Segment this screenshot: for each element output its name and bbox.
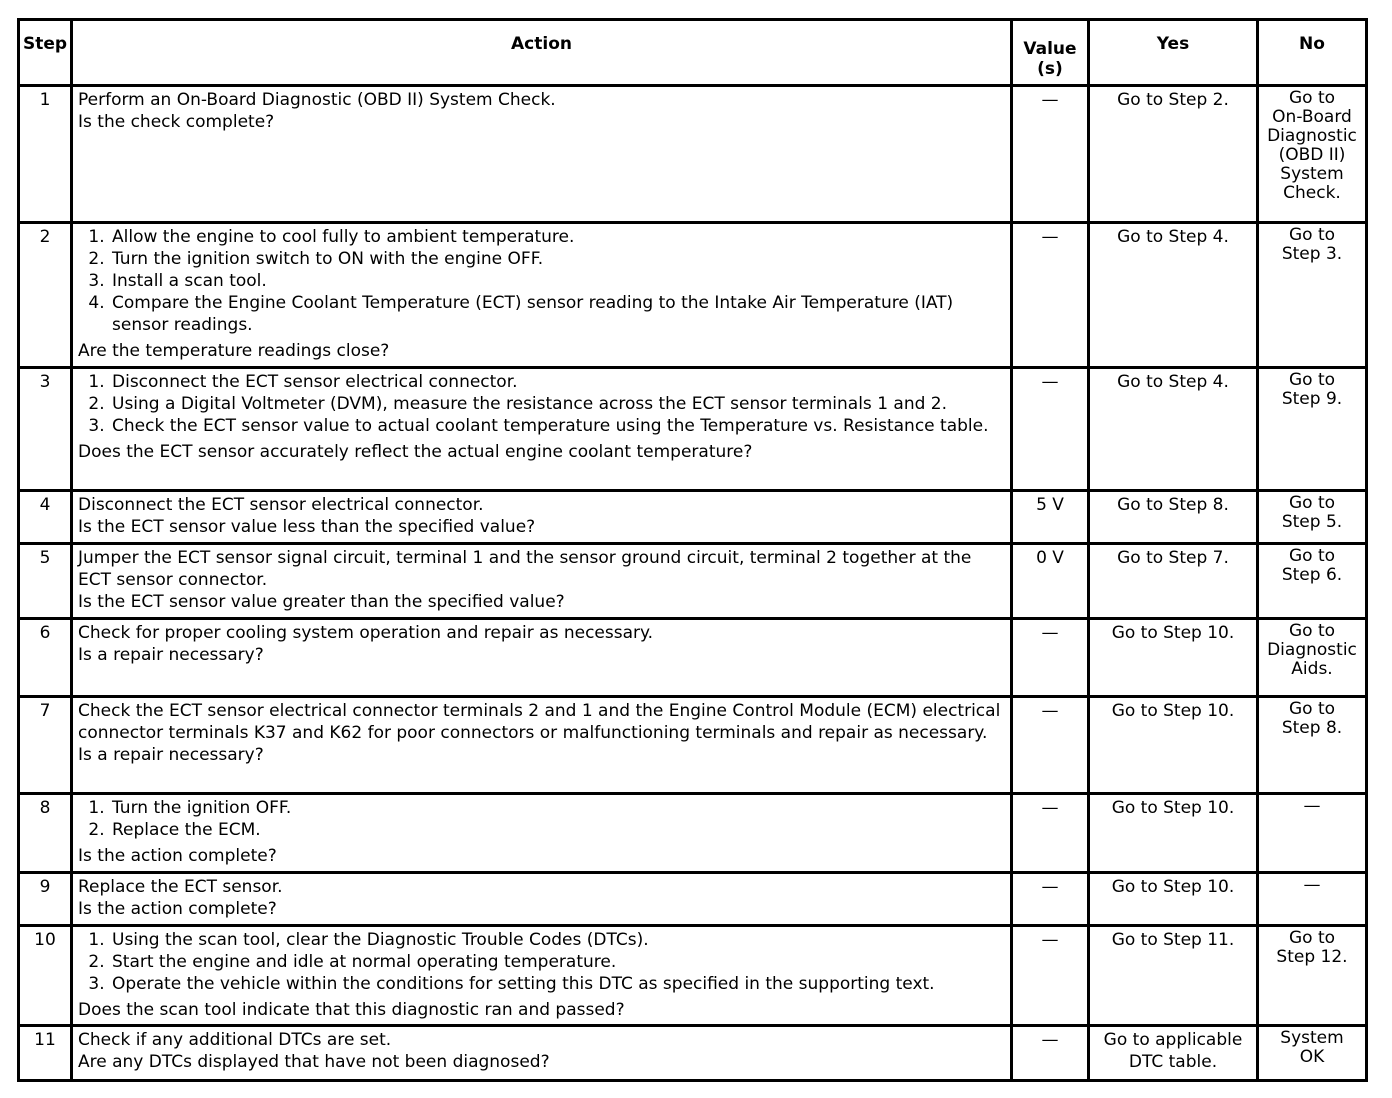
no-cell xyxy=(1258,794,1367,873)
action-question: Are any DTCs displayed that have not been diagnosed? xyxy=(78,1052,550,1072)
no-text: Go to xyxy=(1288,928,1336,948)
table-row xyxy=(19,697,1367,794)
action-cell xyxy=(72,794,1012,873)
table-row xyxy=(19,368,1367,491)
no-text: On-Board xyxy=(1272,107,1352,127)
value-cell: — xyxy=(1012,1026,1089,1081)
no-cell xyxy=(1258,926,1367,1026)
action-cell xyxy=(72,1026,1012,1081)
no-text: Step 6. xyxy=(1281,565,1343,585)
yes-text: Go to applicable xyxy=(1103,1030,1243,1050)
no-text: Diagnostic xyxy=(1267,126,1357,146)
no-text: Go to xyxy=(1288,493,1336,513)
no-text: Aids. xyxy=(1291,659,1333,679)
no-cell xyxy=(1258,619,1367,697)
step-number: 8 xyxy=(19,794,72,873)
table-row xyxy=(19,86,1367,223)
action-step: 1. Using the scan tool, clear the Diagnostic Trouble Codes (DTCs). xyxy=(110,929,1005,951)
yes-cell: Go to Step 4. xyxy=(1089,368,1258,491)
no-cell xyxy=(1258,697,1367,794)
no-cell xyxy=(1258,544,1367,619)
no-text: (OBD II) xyxy=(1278,145,1346,165)
action-question: Is a repair necessary? xyxy=(78,645,264,665)
step-number: 4 xyxy=(19,491,72,544)
action-step: 2. Start the engine and idle at normal operating temperature. xyxy=(110,951,1005,973)
action-step: 1. Allow the engine to cool fully to ambient temperature. xyxy=(110,226,1005,248)
no-text: Step 8. xyxy=(1281,718,1343,738)
table-row xyxy=(19,223,1367,368)
action-steps-list xyxy=(78,929,1005,995)
header-step: Step xyxy=(19,20,72,86)
action-steps-list xyxy=(78,371,1005,437)
step-number: 3 xyxy=(19,368,72,491)
table-row xyxy=(19,544,1367,619)
no-text: Go to xyxy=(1288,225,1336,245)
header-row xyxy=(19,20,1367,86)
no-text: Diagnostic xyxy=(1267,640,1357,660)
action-question: Is a repair necessary? xyxy=(78,745,264,765)
table-row xyxy=(19,794,1367,873)
action-question: Is the check complete? xyxy=(78,112,275,132)
header-action: Action xyxy=(72,20,1012,86)
table-row xyxy=(19,873,1367,926)
value-cell: 0 V xyxy=(1012,544,1089,619)
action-step: 1. Disconnect the ECT sensor electrical connector. xyxy=(110,371,1005,393)
yes-cell: Go to Step 10. xyxy=(1089,873,1258,926)
action-step: 3. Operate the vehicle within the conditions for setting this DTC as specified in the supporting text. xyxy=(110,973,1005,995)
action-step: 2. Turn the ignition switch to ON with the engine OFF. xyxy=(110,248,1005,270)
action-question: Is the ECT sensor value greater than the specified value? xyxy=(78,592,565,612)
value-cell: — xyxy=(1012,86,1089,223)
no-cell xyxy=(1258,873,1367,926)
no-text: Go to xyxy=(1288,370,1336,390)
header-value xyxy=(1012,20,1089,86)
step-number: 5 xyxy=(19,544,72,619)
no-cell xyxy=(1258,223,1367,368)
action-cell xyxy=(72,491,1012,544)
action-step: 3. Check the ECT sensor value to actual coolant temperature using the Temperature vs. Resistance table. xyxy=(110,415,1005,437)
action-step: 4. Compare the Engine Coolant Temperature (ECT) sensor reading to the Intake Air Temperature (IAT) sensor readings. xyxy=(110,292,1005,336)
value-cell: — xyxy=(1012,619,1089,697)
action-cell xyxy=(72,873,1012,926)
action-text: Check the ECT sensor electrical connector terminals 2 and 1 and the Engine Control Module (ECM) electrical connector terminals K37 and K62 for poor connectors or malfunctioning terminals and repair as necessary. xyxy=(78,701,1001,743)
no-text: — xyxy=(1303,875,1321,895)
header-value-line2: (s) xyxy=(1037,59,1063,79)
step-number: 6 xyxy=(19,619,72,697)
no-text: System xyxy=(1280,164,1344,184)
no-text: System xyxy=(1280,1028,1344,1048)
yes-cell: Go to Step 10. xyxy=(1089,794,1258,873)
action-step: 2. Replace the ECM. xyxy=(110,819,1005,841)
header-yes: Yes xyxy=(1089,20,1258,86)
action-question: Is the action complete? xyxy=(78,899,277,919)
value-cell: — xyxy=(1012,873,1089,926)
table-row xyxy=(19,491,1367,544)
step-number: 7 xyxy=(19,697,72,794)
yes-cell: Go to Step 4. xyxy=(1089,223,1258,368)
diagnostic-table xyxy=(17,18,1368,1082)
action-step: 1. Turn the ignition OFF. xyxy=(110,797,1005,819)
no-text: Go to xyxy=(1288,621,1336,641)
action-steps-list xyxy=(78,797,1005,841)
action-question: Are the temperature readings close? xyxy=(78,341,390,361)
no-text: Step 3. xyxy=(1281,244,1343,264)
action-text: Check for proper cooling system operation and repair as necessary. xyxy=(78,623,654,643)
action-question: Is the ECT sensor value less than the specified value? xyxy=(78,517,536,537)
action-steps-list xyxy=(78,226,1005,336)
step-number: 2 xyxy=(19,223,72,368)
action-question: Is the action complete? xyxy=(78,846,277,866)
step-number: 1 xyxy=(19,86,72,223)
no-cell xyxy=(1258,1026,1367,1081)
step-number: 11 xyxy=(19,1026,72,1081)
action-text: Disconnect the ECT sensor electrical connector. xyxy=(78,495,484,515)
action-text: Perform an On-Board Diagnostic (OBD II) System Check. xyxy=(78,90,556,110)
value-cell: 5 V xyxy=(1012,491,1089,544)
yes-cell: Go to Step 10. xyxy=(1089,619,1258,697)
action-text: Replace the ECT sensor. xyxy=(78,877,283,897)
value-cell: — xyxy=(1012,926,1089,1026)
no-text: Go to xyxy=(1288,88,1336,108)
action-question: Does the scan tool indicate that this diagnostic ran and passed? xyxy=(78,1000,625,1020)
action-step: 3. Install a scan tool. xyxy=(110,270,1005,292)
table-row xyxy=(19,1026,1367,1081)
action-question: Does the ECT sensor accurately reflect the actual engine coolant temperature? xyxy=(78,442,753,462)
no-cell xyxy=(1258,86,1367,223)
value-cell: — xyxy=(1012,697,1089,794)
yes-cell: Go to Step 10. xyxy=(1089,697,1258,794)
value-cell: — xyxy=(1012,223,1089,368)
no-cell xyxy=(1258,368,1367,491)
yes-cell: Go to Step 7. xyxy=(1089,544,1258,619)
table-row xyxy=(19,926,1367,1026)
no-text: Step 12. xyxy=(1276,947,1348,967)
action-text: Jumper the ECT sensor signal circuit, terminal 1 and the sensor ground circuit, terminal 2 together at the ECT sensor connector. xyxy=(78,548,972,590)
header-no: No xyxy=(1258,20,1367,86)
no-text: Go to xyxy=(1288,699,1336,719)
step-number: 9 xyxy=(19,873,72,926)
yes-cell: Go to Step 11. xyxy=(1089,926,1258,1026)
table-row xyxy=(19,619,1367,697)
no-cell xyxy=(1258,491,1367,544)
no-text: Check. xyxy=(1283,183,1341,203)
value-cell: — xyxy=(1012,368,1089,491)
value-cell: — xyxy=(1012,794,1089,873)
header-value-line1: Value xyxy=(1023,39,1077,59)
action-cell xyxy=(72,697,1012,794)
action-text: Check if any additional DTCs are set. xyxy=(78,1030,392,1050)
yes-cell: Go to Step 8. xyxy=(1089,491,1258,544)
action-cell xyxy=(72,223,1012,368)
yes-cell: Go to Step 2. xyxy=(1089,86,1258,223)
no-text: Step 5. xyxy=(1281,512,1343,532)
step-number: 10 xyxy=(19,926,72,1026)
action-cell xyxy=(72,619,1012,697)
action-cell xyxy=(72,926,1012,1026)
no-text: Go to xyxy=(1288,546,1336,566)
no-text: — xyxy=(1303,796,1321,816)
yes-cell xyxy=(1089,1026,1258,1081)
action-cell xyxy=(72,368,1012,491)
no-text: OK xyxy=(1299,1047,1325,1067)
no-text: Step 9. xyxy=(1281,389,1343,409)
action-cell xyxy=(72,86,1012,223)
action-step: 2. Using a Digital Voltmeter (DVM), measure the resistance across the ECT sensor terminals 1 and 2. xyxy=(110,393,1005,415)
yes-text: DTC table. xyxy=(1128,1052,1218,1072)
action-cell xyxy=(72,544,1012,619)
